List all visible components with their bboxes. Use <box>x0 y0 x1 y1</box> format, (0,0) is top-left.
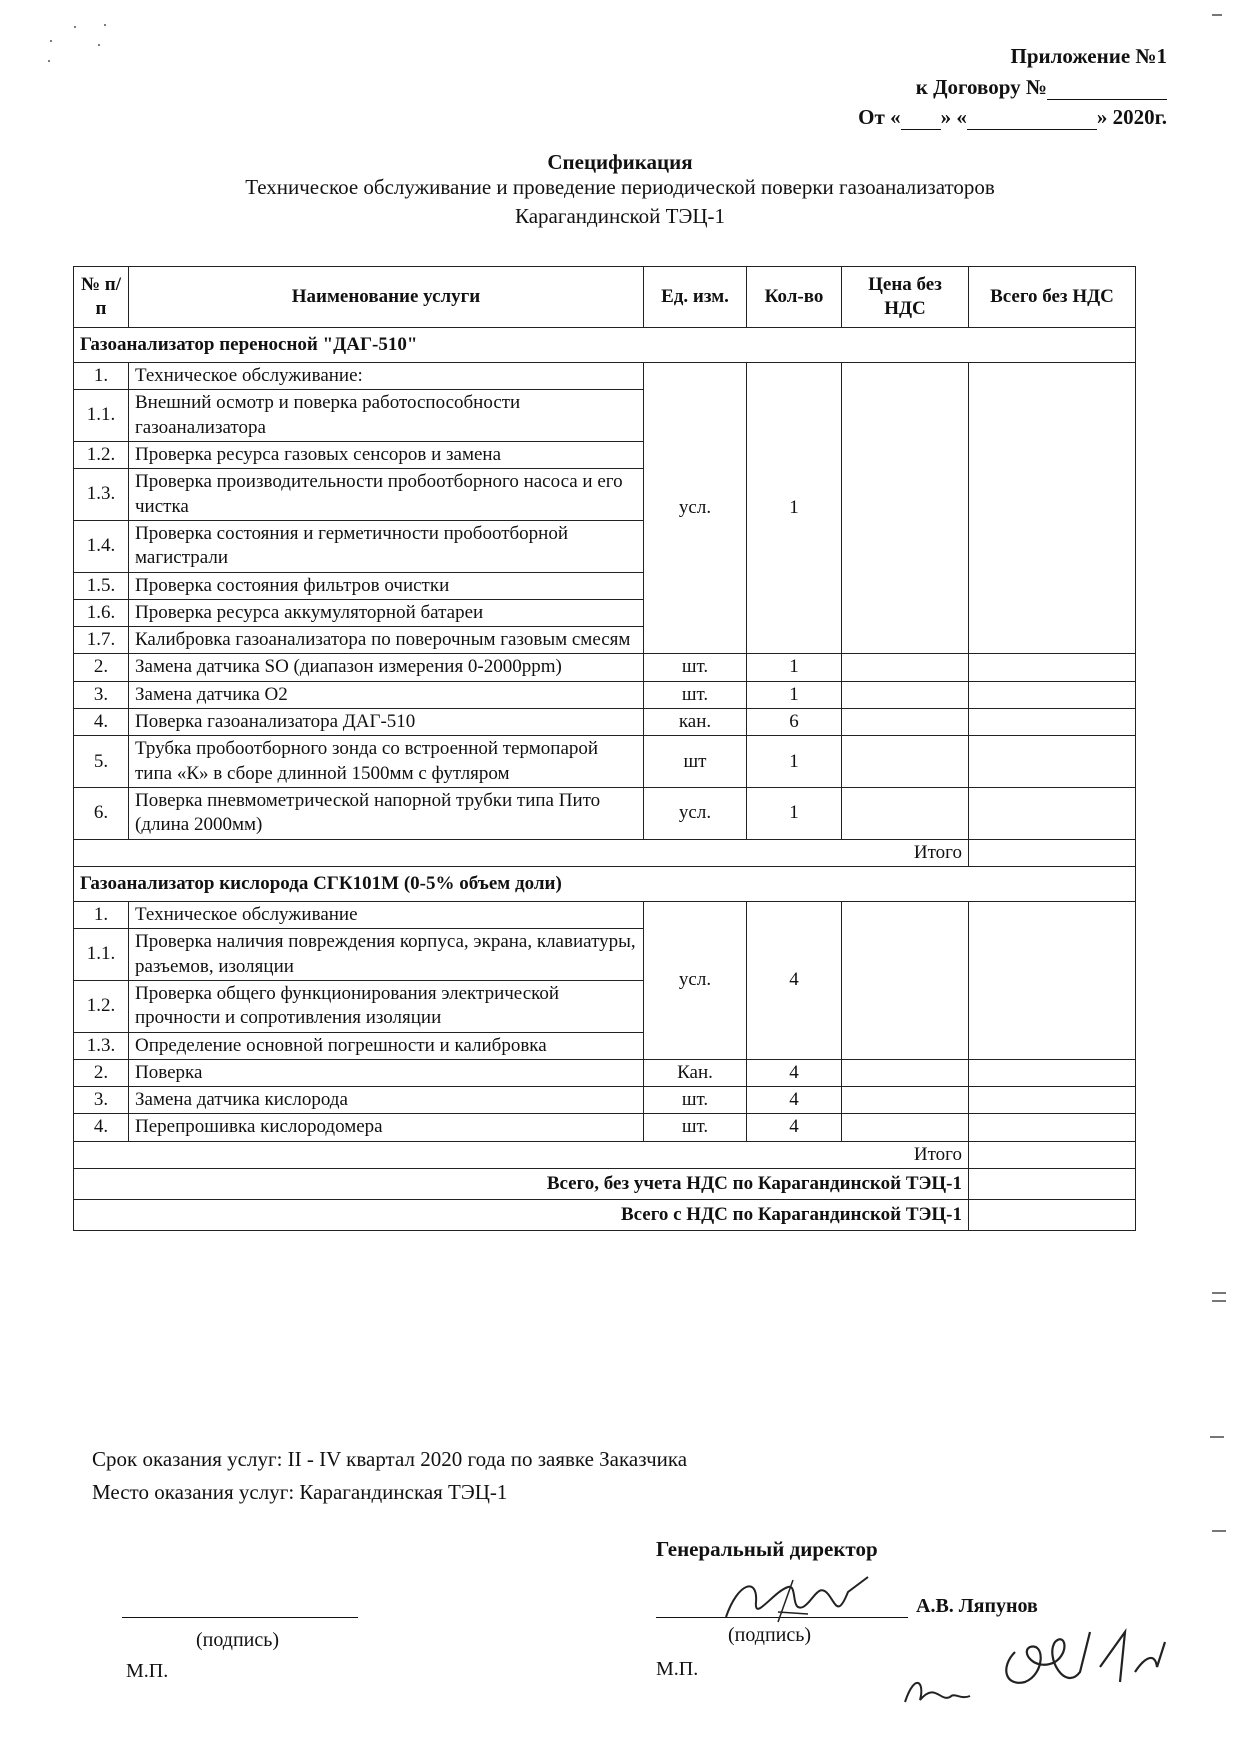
row-name: Проверка ресурса газовых сенсоров и замена <box>129 441 644 468</box>
section-title: Газоанализатор кислорода СГК101М (0-5% объем доли) <box>74 866 1136 901</box>
row-unit: Кан. <box>644 1059 747 1086</box>
header-price: Цена без НДС <box>842 267 969 328</box>
row-name: Проверка состояния фильтров очистки <box>129 572 644 599</box>
row-name: Поверка <box>129 1059 644 1086</box>
document-subtitle: Техническое обслуживание и проведение периодической поверки газоанализаторов <box>245 175 995 199</box>
table-row <box>74 788 1136 840</box>
scan-mark <box>1212 14 1222 16</box>
date-day-blank <box>901 111 941 130</box>
date-from-label: От « <box>858 105 901 129</box>
row-price <box>842 1114 969 1141</box>
document-subtitle-plant: Карагандинской ТЭЦ-1 <box>515 204 725 228</box>
row-unit: шт. <box>644 654 747 681</box>
subtotal-label: Итого <box>74 1141 969 1168</box>
header-num: № п/п <box>74 267 129 328</box>
row-num: 1.1. <box>74 929 129 981</box>
row-num: 1.7. <box>74 627 129 654</box>
row-unit: усл. <box>644 901 747 1059</box>
row-total <box>969 1059 1136 1086</box>
row-total <box>969 681 1136 708</box>
row-price <box>842 901 969 1059</box>
table-row <box>74 1059 1136 1086</box>
table-row <box>74 654 1136 681</box>
row-num: 1.4. <box>74 520 129 572</box>
row-price <box>842 363 969 654</box>
grand-total-row <box>74 1169 1136 1200</box>
subtotal-row <box>74 1141 1136 1168</box>
date-mid: » « <box>940 105 967 129</box>
right-stamp-label: М.П. <box>656 1658 699 1680</box>
row-num: 1.3. <box>74 1032 129 1059</box>
row-qty: 4 <box>747 1087 842 1114</box>
scan-mark <box>1212 1300 1226 1302</box>
subtotal-value <box>969 839 1136 866</box>
scan-speck <box>98 44 100 46</box>
row-price <box>842 709 969 736</box>
row-num: 3. <box>74 681 129 708</box>
row-qty: 6 <box>747 709 842 736</box>
row-qty: 1 <box>747 736 842 788</box>
row-num: 1.3. <box>74 469 129 521</box>
director-title: Генеральный директор <box>656 1537 878 1561</box>
row-name: Определение основной погрешности и калибровка <box>129 1032 644 1059</box>
row-unit: усл. <box>644 363 747 654</box>
row-num: 1.2. <box>74 980 129 1032</box>
row-total <box>969 901 1136 1059</box>
scan-speck <box>104 24 106 26</box>
row-qty: 1 <box>747 363 842 654</box>
row-num: 2. <box>74 654 129 681</box>
row-unit: шт. <box>644 1087 747 1114</box>
director-signature <box>718 1572 918 1632</box>
row-num: 4. <box>74 1114 129 1141</box>
row-name: Проверка наличия повреждения корпуса, экрана, клавиатуры, разъемов, изоляции <box>129 929 644 981</box>
section-row <box>74 328 1136 363</box>
header-name: Наименование услуги <box>129 267 644 328</box>
scan-speck <box>74 26 76 28</box>
row-name: Трубка пробоотборного зонда со встроенной термопарой типа «К» в сборе длинной 1500мм с футляром <box>129 736 644 788</box>
row-total <box>969 1114 1136 1141</box>
appendix-label: Приложение №1 <box>1010 44 1167 68</box>
scan-speck <box>48 60 50 62</box>
section-title: Газоанализатор переносной "ДАГ-510" <box>74 328 1136 363</box>
row-total <box>969 654 1136 681</box>
row-num: 1.6. <box>74 599 129 626</box>
table-row <box>74 709 1136 736</box>
right-signature-caption: (подпись) <box>728 1624 812 1646</box>
row-price <box>842 1087 969 1114</box>
table-header-row <box>74 267 1136 328</box>
left-signature-caption: (подпись) <box>196 1629 280 1651</box>
row-unit: шт <box>644 736 747 788</box>
row-total <box>969 788 1136 840</box>
row-num: 5. <box>74 736 129 788</box>
document-title: Спецификация <box>547 150 693 174</box>
contract-date-line <box>858 105 1167 130</box>
row-name: Замена датчика кислорода <box>129 1087 644 1114</box>
table-row <box>74 736 1136 788</box>
date-month-blank <box>967 111 1097 130</box>
row-name: Проверка производительности пробоотборного насоса и его чистка <box>129 469 644 521</box>
row-num: 1.2. <box>74 441 129 468</box>
left-stamp-label: М.П. <box>126 1660 169 1682</box>
row-unit: шт. <box>644 681 747 708</box>
table-row <box>74 681 1136 708</box>
row-price <box>842 654 969 681</box>
row-name: Перепрошивка кислородомера <box>129 1114 644 1141</box>
row-name: Внешний осмотр и поверка работоспособности газоанализатора <box>129 390 644 442</box>
row-name: Техническое обслуживание <box>129 901 644 928</box>
grand-total-no-vat-label: Всего, без учета НДС по Карагандинской ТЭЦ-1 <box>74 1169 969 1200</box>
subtotal-row <box>74 839 1136 866</box>
table-row <box>74 1114 1136 1141</box>
row-qty: 4 <box>747 901 842 1059</box>
row-name: Поверка газоанализатора ДАГ-510 <box>129 709 644 736</box>
contract-prefix: к Договору № <box>915 75 1047 99</box>
subtotal-value <box>969 1141 1136 1168</box>
row-num: 1. <box>74 901 129 928</box>
row-price <box>842 788 969 840</box>
grand-total-vat-value <box>969 1200 1136 1231</box>
row-name: Проверка ресурса аккумуляторной батареи <box>129 599 644 626</box>
service-term: Срок оказания услуг: II - IV квартал 2020 года по заявке Заказчика <box>92 1447 688 1471</box>
row-qty: 1 <box>747 788 842 840</box>
contract-line <box>916 75 1167 100</box>
row-qty: 1 <box>747 681 842 708</box>
row-price <box>842 1059 969 1086</box>
row-name: Техническое обслуживание: <box>129 363 644 390</box>
row-total <box>969 736 1136 788</box>
row-total <box>969 363 1136 654</box>
left-signature-line <box>122 1617 358 1618</box>
scan-mark <box>1212 1530 1226 1532</box>
row-num: 6. <box>74 788 129 840</box>
row-price <box>842 736 969 788</box>
subtotal-label: Итого <box>74 839 969 866</box>
specification-table <box>73 266 1136 1231</box>
row-num: 1. <box>74 363 129 390</box>
row-name: Проверка общего функционирования электрической прочности и сопротивления изоляции <box>129 980 644 1032</box>
row-num: 3. <box>74 1087 129 1114</box>
row-name: Калибровка газоанализатора по поверочным газовым смесям <box>129 627 644 654</box>
row-name: Замена датчика SO (диапазон измерения 0-2000ppm) <box>129 654 644 681</box>
row-qty: 4 <box>747 1114 842 1141</box>
row-total <box>969 1087 1136 1114</box>
row-name: Проверка состояния и герметичности пробоотборной магистрали <box>129 520 644 572</box>
row-num: 1.1. <box>74 390 129 442</box>
row-total <box>969 709 1136 736</box>
header-qty: Кол-во <box>747 267 842 328</box>
row-num: 2. <box>74 1059 129 1086</box>
contract-number-blank <box>1047 81 1167 100</box>
row-unit: усл. <box>644 788 747 840</box>
grand-total-no-vat-value <box>969 1169 1136 1200</box>
header-total: Всего без НДС <box>969 267 1136 328</box>
row-name: Поверка пневмометрической напорной трубки типа Пито (длина 2000мм) <box>129 788 644 840</box>
row-num: 4. <box>74 709 129 736</box>
scan-mark <box>1210 1436 1224 1438</box>
table-row <box>74 1087 1136 1114</box>
table-row <box>74 363 1136 390</box>
grand-total-vat-label: Всего с НДС по Карагандинской ТЭЦ-1 <box>74 1200 969 1231</box>
row-unit: кан. <box>644 709 747 736</box>
handwritten-initials <box>895 1612 1195 1717</box>
row-name: Замена датчика О2 <box>129 681 644 708</box>
service-place: Место оказания услуг: Карагандинская ТЭЦ-1 <box>92 1480 508 1504</box>
table-row <box>74 901 1136 928</box>
header-unit: Ед. изм. <box>644 267 747 328</box>
row-num: 1.5. <box>74 572 129 599</box>
scan-speck <box>50 40 52 42</box>
row-qty: 1 <box>747 654 842 681</box>
date-year: » 2020г. <box>1096 105 1167 129</box>
row-qty: 4 <box>747 1059 842 1086</box>
row-unit: шт. <box>644 1114 747 1141</box>
row-price <box>842 681 969 708</box>
scan-mark <box>1212 1292 1226 1294</box>
section-row <box>74 866 1136 901</box>
director-name: А.В. Ляпунов <box>916 1595 1038 1617</box>
grand-total-row <box>74 1200 1136 1231</box>
